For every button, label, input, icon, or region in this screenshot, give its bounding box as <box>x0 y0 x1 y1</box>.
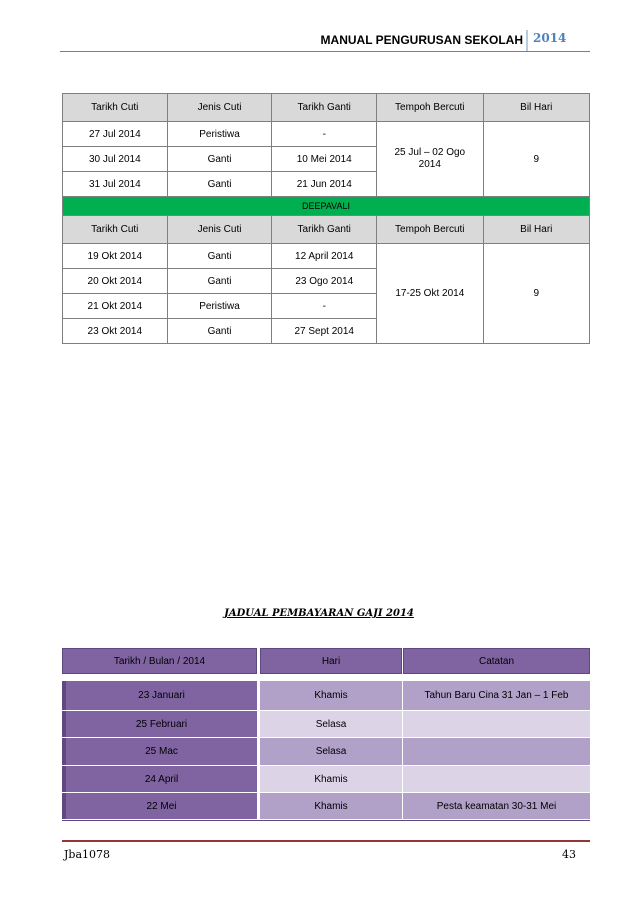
bil-hari: 9 <box>483 122 589 197</box>
table-row <box>62 766 590 792</box>
holiday-table-header <box>63 94 590 122</box>
tarikh-ganti: 12 April 2014 <box>272 244 377 269</box>
tempoh-bercuti <box>377 122 484 197</box>
jenis-cuti: Ganti <box>167 269 272 294</box>
salary-table-header <box>62 648 590 674</box>
table-row <box>63 244 590 269</box>
tarikh-ganti: 10 Mei 2014 <box>272 147 377 172</box>
col-header: Tarikh Ganti <box>272 94 377 122</box>
bil-hari: 9 <box>483 244 589 344</box>
jenis-cuti: Peristiwa <box>167 294 272 319</box>
section-title: DEEPAVALI <box>63 197 590 216</box>
tarikh-ganti: 27 Sept 2014 <box>272 319 377 344</box>
tarikh-cuti: 19 Okt 2014 <box>63 244 168 269</box>
col-header: Hari <box>260 648 402 674</box>
section-row <box>63 197 590 216</box>
catatan <box>403 738 590 765</box>
catatan: Tahun Baru Cina 31 Jan – 1 Feb <box>403 681 590 710</box>
tempoh-bercuti: 17-25 Okt 2014 <box>377 244 484 344</box>
header-separator <box>526 30 528 52</box>
jenis-cuti: Ganti <box>167 147 272 172</box>
col-header: Tempoh Bercuti <box>377 94 484 122</box>
footer-doc-code: Jba1078 <box>64 848 111 861</box>
tempoh-text: 25 Jul – 02 Ogo 2014 <box>394 147 466 170</box>
col-header: Tarikh Cuti <box>63 216 168 244</box>
jenis-cuti: Ganti <box>167 244 272 269</box>
table-row <box>62 793 590 819</box>
tarikh-cuti: 27 Jul 2014 <box>63 122 168 147</box>
tarikh-cuti: 30 Jul 2014 <box>63 147 168 172</box>
jenis-cuti: Ganti <box>167 319 272 344</box>
jenis-cuti: Peristiwa <box>167 122 272 147</box>
salary-schedule-title: JADUAL PEMBAYARAN GAJI 2014 <box>224 608 414 619</box>
hari: Selasa <box>260 738 402 765</box>
tarikh: 23 Januari <box>62 681 257 710</box>
header-rule <box>60 51 590 52</box>
hari: Khamis <box>260 766 402 792</box>
holiday-table-header <box>63 216 590 244</box>
tarikh-ganti: 23 Ogo 2014 <box>272 269 377 294</box>
tarikh-ganti: - <box>272 294 377 319</box>
col-header: Bil Hari <box>483 216 589 244</box>
holiday-table <box>62 93 590 344</box>
jenis-cuti: Ganti <box>167 172 272 197</box>
col-header: Tarikh Cuti <box>63 94 168 122</box>
table-row <box>62 681 590 710</box>
tarikh: 24 April <box>62 766 257 792</box>
tarikh-cuti: 23 Okt 2014 <box>63 319 168 344</box>
tarikh-cuti: 21 Okt 2014 <box>63 294 168 319</box>
col-header: Tempoh Bercuti <box>377 216 484 244</box>
col-header: Bil Hari <box>483 94 589 122</box>
col-header: Tarikh Ganti <box>272 216 377 244</box>
footer-rule <box>62 840 590 842</box>
tarikh-cuti: 20 Okt 2014 <box>63 269 168 294</box>
page-header <box>0 30 638 52</box>
page-number: 43 <box>562 848 576 861</box>
col-header: Catatan <box>403 648 590 674</box>
hari: Khamis <box>260 681 402 710</box>
table-row <box>62 711 590 737</box>
col-header: Jenis Cuti <box>167 94 272 122</box>
catatan: Pesta keamatan 30-31 Mei <box>403 793 590 819</box>
hari: Selasa <box>260 711 402 737</box>
hari: Khamis <box>260 793 402 819</box>
table-row <box>62 738 590 765</box>
salary-table-bottom-rule <box>62 820 590 821</box>
header-title: MANUAL PENGURUSAN SEKOLAH <box>320 33 523 47</box>
col-header: Jenis Cuti <box>167 216 272 244</box>
tarikh-ganti: - <box>272 122 377 147</box>
tarikh: 25 Februari <box>62 711 257 737</box>
header-year: 2014 <box>533 31 567 45</box>
col-header: Tarikh / Bulan / 2014 <box>62 648 257 674</box>
tarikh: 22 Mei <box>62 793 257 819</box>
catatan <box>403 711 590 737</box>
table-row <box>63 122 590 147</box>
tarikh-ganti: 21 Jun 2014 <box>272 172 377 197</box>
tarikh: 25 Mac <box>62 738 257 765</box>
catatan <box>403 766 590 792</box>
tarikh-cuti: 31 Jul 2014 <box>63 172 168 197</box>
